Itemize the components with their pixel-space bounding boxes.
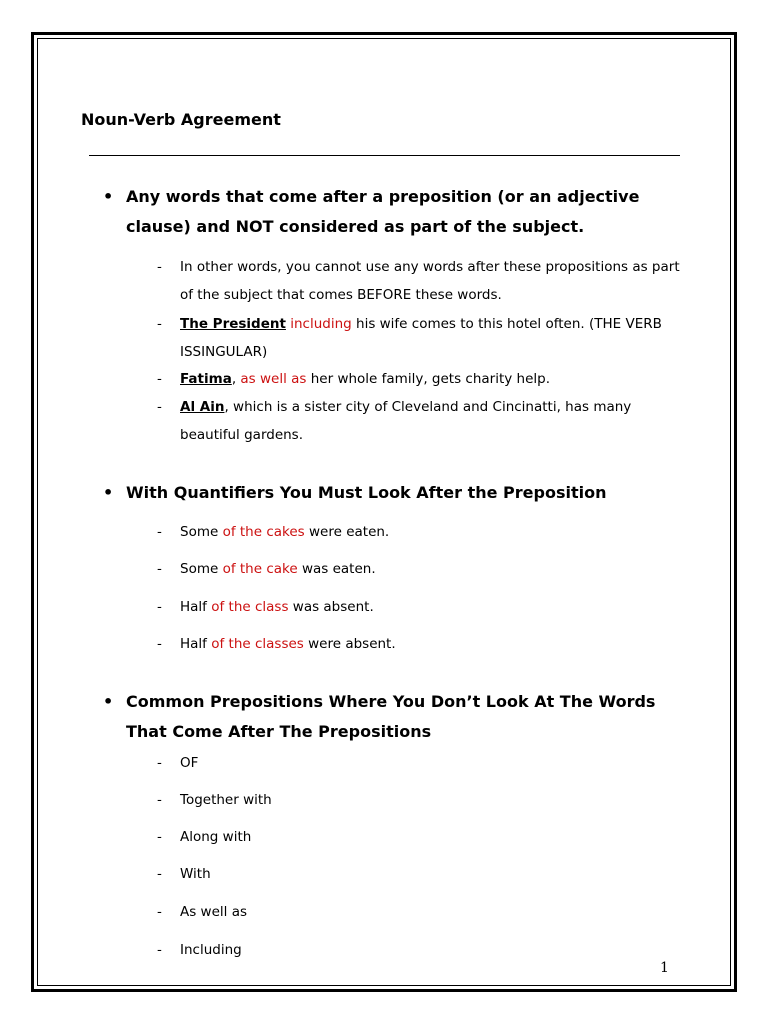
- page-title: Noun-Verb Agreement: [81, 110, 281, 129]
- section-3-heading-text: Common Prepositions Where You Don’t Look At The Words That Come After The Prepositions: [126, 692, 656, 741]
- page-number: 1: [660, 960, 669, 976]
- preposition-highlight: of the cakes: [222, 524, 305, 540]
- example-subject: Al Ain: [180, 399, 225, 415]
- preposition-highlight: as well as: [240, 371, 307, 387]
- dash-icon: -: [157, 866, 162, 882]
- dash-icon: -: [157, 904, 162, 920]
- dash-icon: -: [157, 755, 162, 771]
- dash-icon: -: [157, 792, 162, 808]
- section-1-heading-text: Any words that come after a preposition (or an adjective clause) and NOT considered as part of the subject.: [126, 187, 640, 236]
- example-subject: Fatima: [180, 371, 232, 387]
- bullet-icon: •: [103, 483, 114, 502]
- dash-icon: -: [157, 829, 162, 845]
- preposition-list-item: Along with: [180, 829, 252, 845]
- dash-icon: -: [157, 524, 162, 540]
- example-rest: his wife comes to this hotel often. (THE VERB ISSINGULAR): [180, 316, 662, 360]
- dash-icon: -: [157, 599, 162, 615]
- dash-icon: -: [157, 259, 162, 275]
- example-subject: The President: [180, 316, 286, 332]
- bullet-icon: •: [103, 187, 114, 206]
- preposition-list-item: Together with: [180, 792, 272, 808]
- dash-icon: -: [157, 316, 162, 332]
- preposition-list-item: OF: [180, 755, 199, 771]
- title-rule: [89, 155, 680, 156]
- dash-icon: -: [157, 371, 162, 387]
- example-rest: her whole family, gets charity help.: [306, 371, 550, 387]
- example-rest: , which is a sister city of Cleveland and Cincinatti, has many beautiful gardens.: [180, 399, 632, 443]
- preposition-highlight: of the classes: [211, 636, 304, 652]
- dash-icon: -: [157, 942, 162, 958]
- section-2-heading-text: With Quantifiers You Must Look After the Preposition: [126, 483, 607, 502]
- preposition-highlight: of the cake: [222, 561, 298, 577]
- bullet-icon: •: [103, 692, 114, 711]
- dash-icon: -: [157, 399, 162, 415]
- preposition-highlight: including: [290, 316, 352, 332]
- list-item-text: In other words, you cannot use any words after these propositions as part of the subject that comes BEFORE these words.: [180, 259, 680, 303]
- dash-icon: -: [157, 636, 162, 652]
- dash-icon: -: [157, 561, 162, 577]
- preposition-list-item: Including: [180, 942, 242, 958]
- preposition-list-item: As well as: [180, 904, 248, 920]
- preposition-list-item: With: [180, 866, 211, 882]
- preposition-highlight: of the class: [211, 599, 289, 615]
